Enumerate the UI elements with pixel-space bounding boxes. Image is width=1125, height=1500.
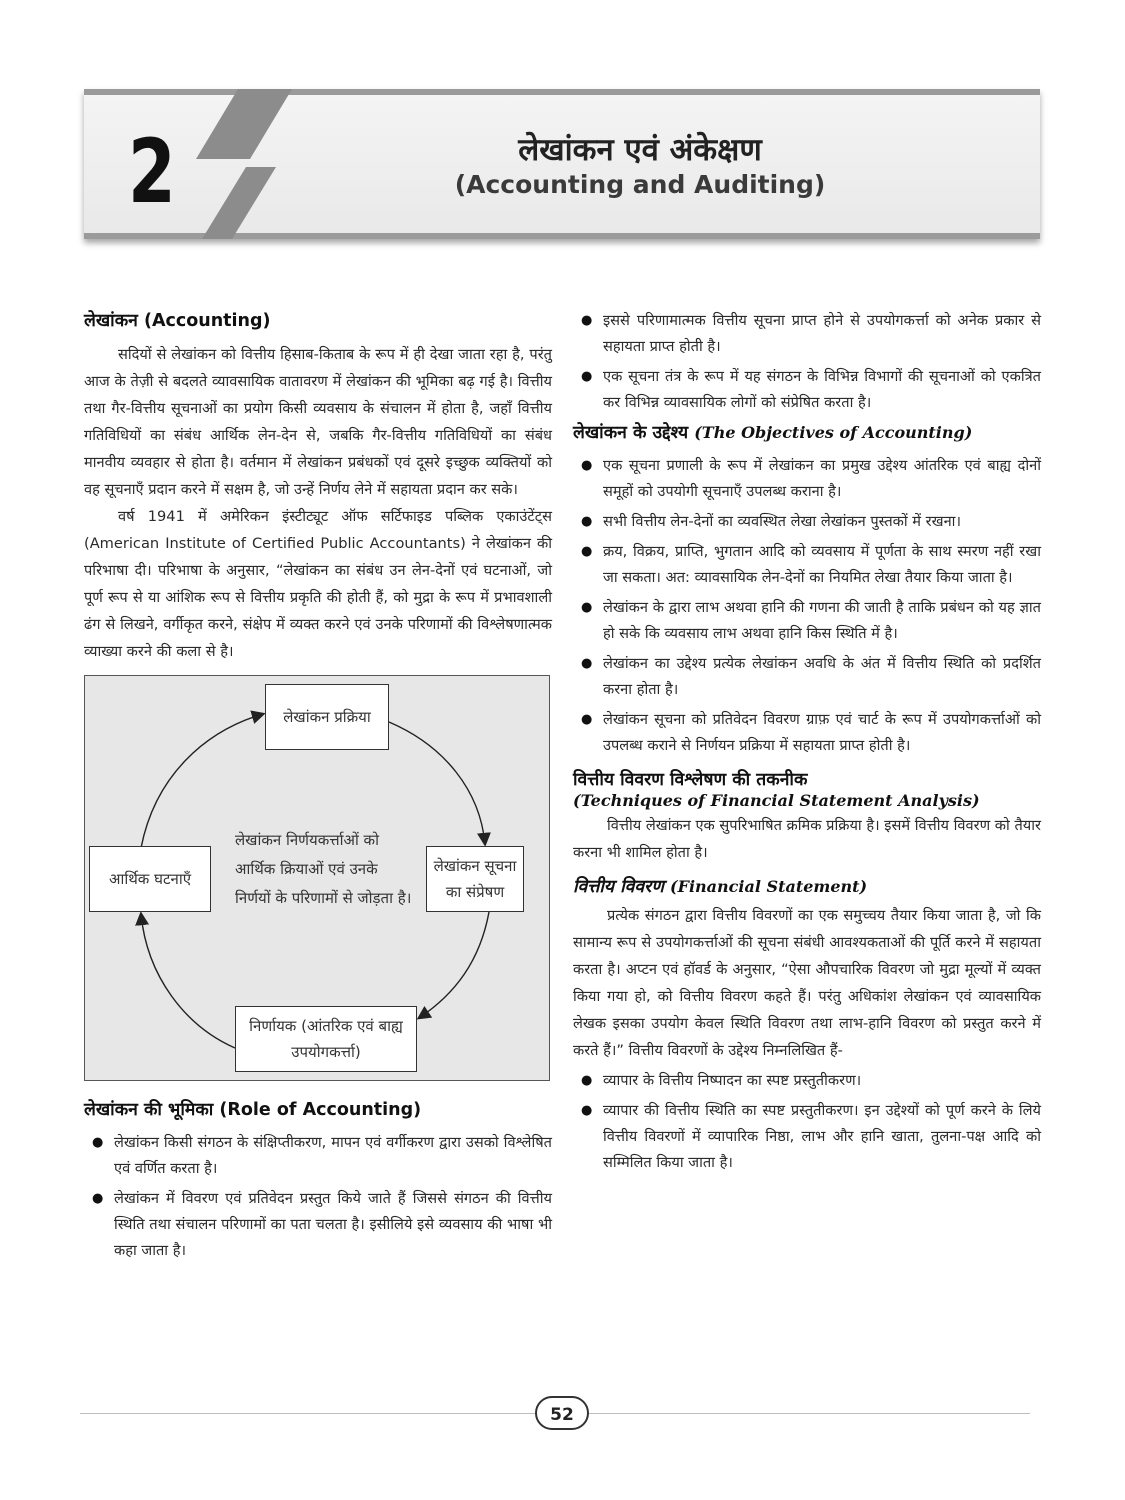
list-item: ● एक सूचना तंत्र के रूप में यह संगठन के विभिन्न विभागों की सूचनाओं को एकत्रित कर विभिन्न व्यावसायिक लोगों को संप्रेषित करता है। [573,364,1041,416]
accounting-paragraph-2: वर्ष 1941 में अमेरिकन इंस्टीट्यूट ऑफ सर्टिफाइड पब्लिक एकाउंटेंट्स (American Institute of Certified Public Accountants) ने लेखांकन की परिभाषा दी। परिभाषा के अनुसार, “लेखांकन का संबंध उन लेन-देनों एवं घटनाओं, जो पूर्ण रूप से या आंशिक रूप से वित्तीय प्रकृति की होती हैं, को मुद्रा के रूप में प्रभावशाली ढंग से लिखने, वर्गीकृत करने, संक्षेप में व्यक्त करने एवं उनके परिणामों की विश्लेषणात्मक व्याख्या करने की कला से है। [84,508,552,660]
section-heading-role: लेखांकन की भूमिका (Role of Accounting) [84,1100,422,1120]
financial-statement-paragraph: प्रत्येक संगठन द्वारा वित्तीय विवरणों का एक समुच्चय तैयार किया जाता है, जो कि सामान्य रूप से उपयोगकर्त्ताओं की सूचना संबंधी आवश्यकताओं की पूर्ति करने में सहायता करता है। अप्टन एवं हॉवर्ड के अनुसार, “ऐसा औपचारिक विवरण जो मुद्रा मूल्यों में व्यक्त किया गया हो, को वित्तीय विवरण कहते हैं। परंतु अधिकांश लेखांकन एवं व्यावसायिक लेखक इसका उपयोग केवल स्थिति विवरण तथा लाभ-हानि विवरण को प्रस्तुत करने में करते हैं।” वित्तीय विवरणों के उद्देश्य निम्नलिखित हैं- [573,907,1041,1059]
chapter-number: 2 [128,120,176,223]
techniques-heading-english: (Techniques of Financial Statement Analysis) [573,791,980,810]
diagram-box-economic-events: आर्थिक घटनाएँ [89,846,211,912]
financial-statement-heading-english: (Financial Statement) [670,877,868,896]
diagram-center-text: लेखांकन निर्णयकर्त्ताओं को आर्थिक क्रियाओं एवं उनके निर्णयों के परिणामों से जोड़ता है। [235,831,412,907]
diagram-box-accounting-process: लेखांकन प्रक्रिया [265,684,389,750]
right-column [573,308,1041,1180]
role-bullet-list [84,1130,552,1264]
techniques-paragraph: वित्तीय लेखांकन एक सुपरिभाषित क्रमिक प्रक्रिया है। इसमें वित्तीय विवरण को तैयार करना भी शामिल होता है। [573,817,1041,861]
list-item: ● क्रय, विक्रय, प्राप्ति, भुगतान आदि को व्यवसाय में पूर्णता के साथ स्मरण नहीं रखा जा सकता। अत: व्यावसायिक लेन-देनों का नियमित लेखा तैयार किया जाता है। [573,539,1041,591]
list-item: ● लेखांकन का उद्देश्य प्रत्येक लेखांकन अवधि के अंत में वित्तीय स्थिति को प्रदर्शित करना होता है। [573,651,1041,703]
list-item: ● व्यापार की वित्तीय स्थिति का स्पष्ट प्रस्तुतीकरण। इन उद्देश्यों को पूर्ण करने के लिये वित्तीय विवरणों में व्यापारिक निष्ठा, लाभ और हानि खाता, तुलना-पक्ष आदि को सम्मिलित किया जाता है। [573,1098,1041,1176]
page-number: 52 [535,1396,589,1430]
objectives-heading-english: (The Objectives of Accounting) [694,423,973,442]
list-item: ● लेखांकन किसी संगठन के संक्षिप्तीकरण, मापन एवं वर्गीकरण द्वारा उसको विश्लेषित एवं वर्णित करता है। [84,1130,552,1182]
section-heading-techniques [573,767,1041,810]
left-column [84,308,552,1268]
objectives-bullet-list [573,453,1041,759]
section-heading-financial-statement [573,874,1041,898]
list-item: ● सभी वित्तीय लेन-देनों का व्यवस्थित लेखा लेखांकन पुस्तकों में रखना। [573,509,1041,535]
accounting-cycle-diagram [84,675,550,1081]
section-heading-accounting: लेखांकन (Accounting) [84,311,271,331]
diagram-box-communication: लेखांकन सूचना का संप्रेषण [426,846,524,912]
objectives-heading-hindi: लेखांकन के उद्देश्य [573,423,689,443]
techniques-heading-hindi: वित्तीय विवरण विश्लेषण की तकनीक [573,770,808,790]
chapter-title-hindi: लेखांकन एवं अंकेक्षण [518,132,762,168]
section-heading-objectives [573,420,1041,444]
financial-statement-heading-hindi: वित्तीय विवरण [573,877,664,897]
list-item: ● लेखांकन के द्वारा लाभ अथवा हानि की गणना की जाती है ताकि प्रबंधन को यह ज्ञात हो सके कि व्यवसाय लाभ अथवा हानि किस स्थिति में है। [573,595,1041,647]
diagram-box-decision-makers: निर्णायक (आंतरिक एवं बाह्य उपयोगकर्त्ता) [235,1006,417,1072]
accounting-paragraph-1: सदियों से लेखांकन को वित्तीय हिसाब-किताब के रूप में ही देखा जाता रहा है, परंतु आज के तेज़ी से बदलते व्यावसायिक वातावरण में लेखांकन की भूमिका बढ़ गई है। वित्तीय तथा गैर-वित्तीय सूचनाओं का प्रयोग किसी व्यवसाय के संचालन में होता है, जहाँ वित्तीय गतिविधियों का संबंध आर्थिक लेन-देन से, जबकि गैर-वित्तीय गतिविधियों का संबंध मानवीय व्यवहार से होता है। वर्तमान में लेखांकन प्रबंधकों एवं दूसरे इच्छुक व्यक्तियों को वह सूचनाएँ प्रदान करने में सक्षम है, जो उन्हें निर्णय लेने में सहायता प्रदान कर सके। [84,346,552,498]
role-bullet-list-continued [573,308,1041,416]
list-item: ● लेखांकन में विवरण एवं प्रतिवेदन प्रस्तुत किये जाते हैं जिससे संगठन की वित्तीय स्थिति तथा संचालन परिणामों का पता चलता है। इसीलिये इसे व्यवसाय की भाषा भी कहा जाता है। [84,1186,552,1264]
chapter-title-english: (Accounting and Auditing) [454,170,826,199]
financial-statement-bullet-list [573,1068,1041,1176]
list-item: ● इससे परिणामात्मक वित्तीय सूचना प्राप्त होने से उपयोगकर्त्ता को अनेक प्रकार से सहायता प्राप्त होती है। [573,308,1041,360]
list-item: ● एक सूचना प्रणाली के रूप में लेखांकन का प्रमुख उद्देश्य आंतरिक एवं बाह्य दोनों समूहों को उपयोगी सूचनाएँ उपलब्ध कराना है। [573,453,1041,505]
list-item: ● लेखांकन सूचना को प्रतिवेदन विवरण ग्राफ़ एवं चार्ट के रूप में उपयोगकर्त्ताओं को उपलब्ध कराने से निर्णयन प्रक्रिया में सहायता प्राप्त होती है। [573,707,1041,759]
list-item: ● व्यापार के वित्तीय निष्पादन का स्पष्ट प्रस्तुतीकरण। [573,1068,1041,1094]
chapter-slash-graphic [196,89,306,239]
